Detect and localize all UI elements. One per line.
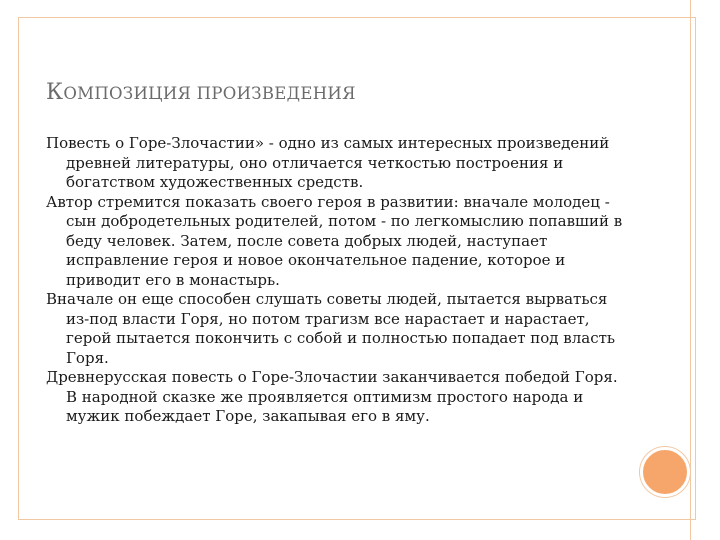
paragraph-4: Древнерусская повесть о Горе-Злочастии заканчивается победой Горя. В народной сказке же проявляется оптимизм простого народа и мужик побеждает Горе, закапывая его в яму. bbox=[46, 368, 618, 425]
decorative-circle bbox=[640, 447, 690, 497]
paragraph-2: Автор стремится показать своего героя в развитии: вначале молодец - сын добродетельных родителей, потом - по легкомыслию попавший в беду человек. Затем, после совета добрых людей, наступает исправление героя и новое окончательное падение, которое и приводит его в монастырь. bbox=[46, 192, 623, 289]
paragraph-3: Вначале он еще способен слушать советы людей, пытается вырваться из-под власти Горя, но потом трагизм все нарастает и нарастает, герой пытается покончить с собой и полностью попадает под власть Горя. bbox=[46, 290, 616, 367]
title-rest: ОМПОЗИЦИЯ ПРОИЗВЕДЕНИЯ bbox=[63, 84, 356, 103]
decorative-vertical-line bbox=[690, 0, 691, 540]
paragraph-1: Повесть о Горе-Злочастии» - одно из самых интересных произведений древней литературы, оно отличается четкостью построения и богатством художественных средств. bbox=[46, 134, 610, 191]
title-first-letter: К bbox=[46, 80, 64, 105]
slide-title bbox=[46, 80, 356, 105]
slide-body bbox=[46, 134, 631, 427]
